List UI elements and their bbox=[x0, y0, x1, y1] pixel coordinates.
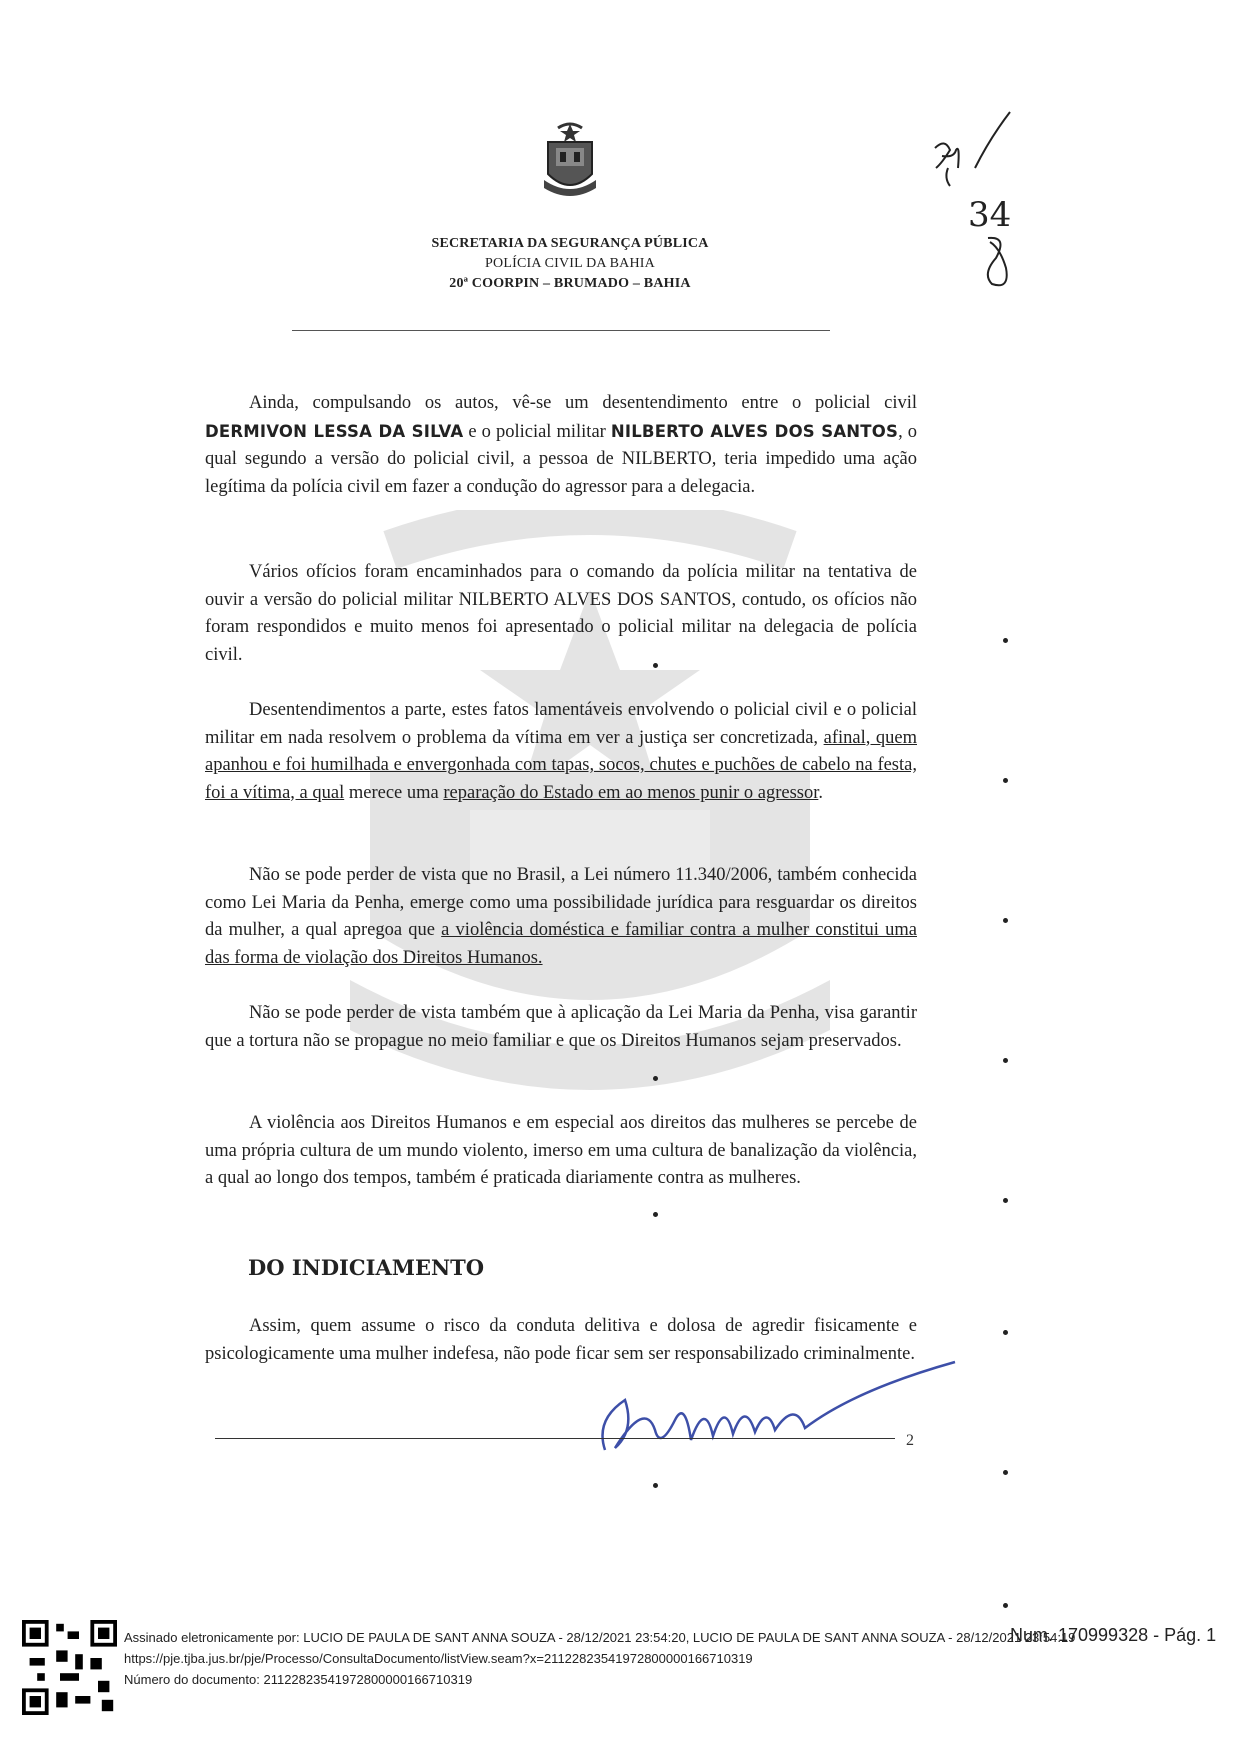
scan-dot bbox=[653, 663, 658, 668]
scan-dot bbox=[1003, 1058, 1008, 1063]
paragraph-3-underlined-a: afinal, quem apanhou e foi humilhada e envergonhada com tapas, socos, chutes e puchões de cabelo na festa, foi a vítima, a qual bbox=[205, 727, 917, 803]
scan-dot bbox=[1003, 1470, 1008, 1475]
scan-dot bbox=[1003, 638, 1008, 643]
paragraph-4-underlined: a violência doméstica e familiar contra a mulher constitui uma das forma de violação dos Direitos Humanos. bbox=[205, 920, 917, 968]
paragraph-3-text-b: merece uma bbox=[344, 782, 444, 803]
paragraph-3 bbox=[205, 697, 917, 807]
paragraph-6: A violência aos Direitos Humanos e em especial aos direitos das mulheres se percebe de uma própria cultura de um mundo violento, imerso em uma cultura de banalização da violência, a qual ao longo dos tempos, também é praticada diariamente contra as mulheres. bbox=[205, 1113, 917, 1188]
police-crest-icon bbox=[540, 118, 600, 202]
electronic-signature-block bbox=[124, 1627, 1075, 1690]
name-dermivon: DERMIVON LESSA DA SILVA bbox=[205, 421, 464, 441]
scan-dot bbox=[1003, 778, 1008, 783]
paragraph-1-text-b: e o policial militar bbox=[463, 421, 611, 442]
section-title-indiciamento: DO INDICIAMENTO bbox=[248, 1255, 485, 1280]
paragraph-3-text-a: Desentendimentos a parte, estes fatos lamentáveis envolvendo o policial civil e o policial militar em nada resolvem o problema da vítima em ver a justiça ser concretizada, bbox=[205, 700, 917, 748]
paragraph-3-text-c: . bbox=[818, 782, 823, 803]
footer-divider bbox=[215, 1438, 895, 1439]
name-nilberto: NILBERTO ALVES DOS SANTOS bbox=[610, 421, 899, 441]
paragraph-1-text-c: , o qual segundo a versão do policial civil, a pessoa de NILBERTO, teria impedido uma ação legítima da polícia civil em fazer a condução do agressor para a delegacia. bbox=[205, 421, 917, 497]
paragraph-4 bbox=[205, 862, 917, 972]
scan-dot bbox=[1003, 1603, 1008, 1608]
paragraph-5: Não se pode perder de vista também que à aplicação da Lei Maria da Penha, visa garantir que a tortura não se propague no meio familiar e que os Direitos Humanos sejam preservados. bbox=[205, 1003, 917, 1051]
header-divider bbox=[292, 330, 830, 331]
header-coorpin: 20ª COORPIN – BRUMADO – BAHIA bbox=[449, 276, 691, 291]
scan-dot bbox=[1003, 1330, 1008, 1335]
signed-by-line: Assinado eletronicamente por: LUCIO DE PAULA DE SANT ANNA SOUZA - 28/12/2021 23:54:20, LUCIO DE PAULA DE SANT ANNA SOUZA - 28/12/2021 23:54:19 bbox=[124, 1630, 1076, 1645]
scan-dot bbox=[653, 1483, 658, 1488]
page-number: 2 bbox=[906, 1432, 914, 1449]
paragraph-1-text-a: Ainda, compulsando os autos, vê-se um desentendimento entre o policial civil bbox=[249, 393, 917, 413]
paragraph-3-underlined-b: reparação do Estado em ao menos punir o agressor bbox=[443, 782, 819, 803]
header-secretaria: SECRETARIA DA SEGURANÇA PÚBLICA bbox=[431, 236, 709, 251]
handwritten-folio-annotation bbox=[930, 108, 1050, 298]
handwritten-folio-number: 34 bbox=[968, 195, 1012, 235]
document-number-line: Número do documento: 21122823541972800000166710319 bbox=[124, 1672, 473, 1687]
scan-dot bbox=[653, 1212, 658, 1217]
letterhead bbox=[380, 118, 760, 294]
header-policia-civil: POLÍCIA CIVIL DA BAHIA bbox=[485, 256, 655, 271]
paragraph-7: Assim, quem assume o risco da conduta delitiva e dolosa de agredir fisicamente e psicologicamente uma mulher indefesa, não pode ficar sem ser responsabilizado criminalmente. bbox=[205, 1316, 917, 1364]
scan-dot bbox=[1003, 918, 1008, 923]
paragraph-4-text: Não se pode perder de vista que no Brasil, a Lei número 11.340/2006, também conhecida como Lei Maria da Penha, emerge como uma possibilidade jurídica para resguardar os direitos da mulher, a qual apregoa que bbox=[205, 865, 917, 940]
document-url-link[interactable]: https://pje.tjba.jus.br/pje/Processo/ConsultaDocumento/listView.seam?x=21122823541972800000166710319 bbox=[124, 1651, 753, 1666]
qr-code-icon bbox=[22, 1620, 117, 1715]
scan-dot bbox=[653, 1076, 658, 1081]
document-page-reference: Num. 170999328 - Pág. 1 bbox=[1010, 1625, 1217, 1645]
paragraph-1 bbox=[205, 390, 917, 501]
paragraph-2: Vários ofícios foram encaminhados para o comando da polícia militar na tentativa de ouvir a versão do policial militar NILBERTO ALVES DOS SANTOS, contudo, os ofícios não foram respondidos e muito menos foi apresentado o policial militar na delegacia de polícia civil. bbox=[205, 562, 917, 665]
scan-dot bbox=[1003, 1198, 1008, 1203]
